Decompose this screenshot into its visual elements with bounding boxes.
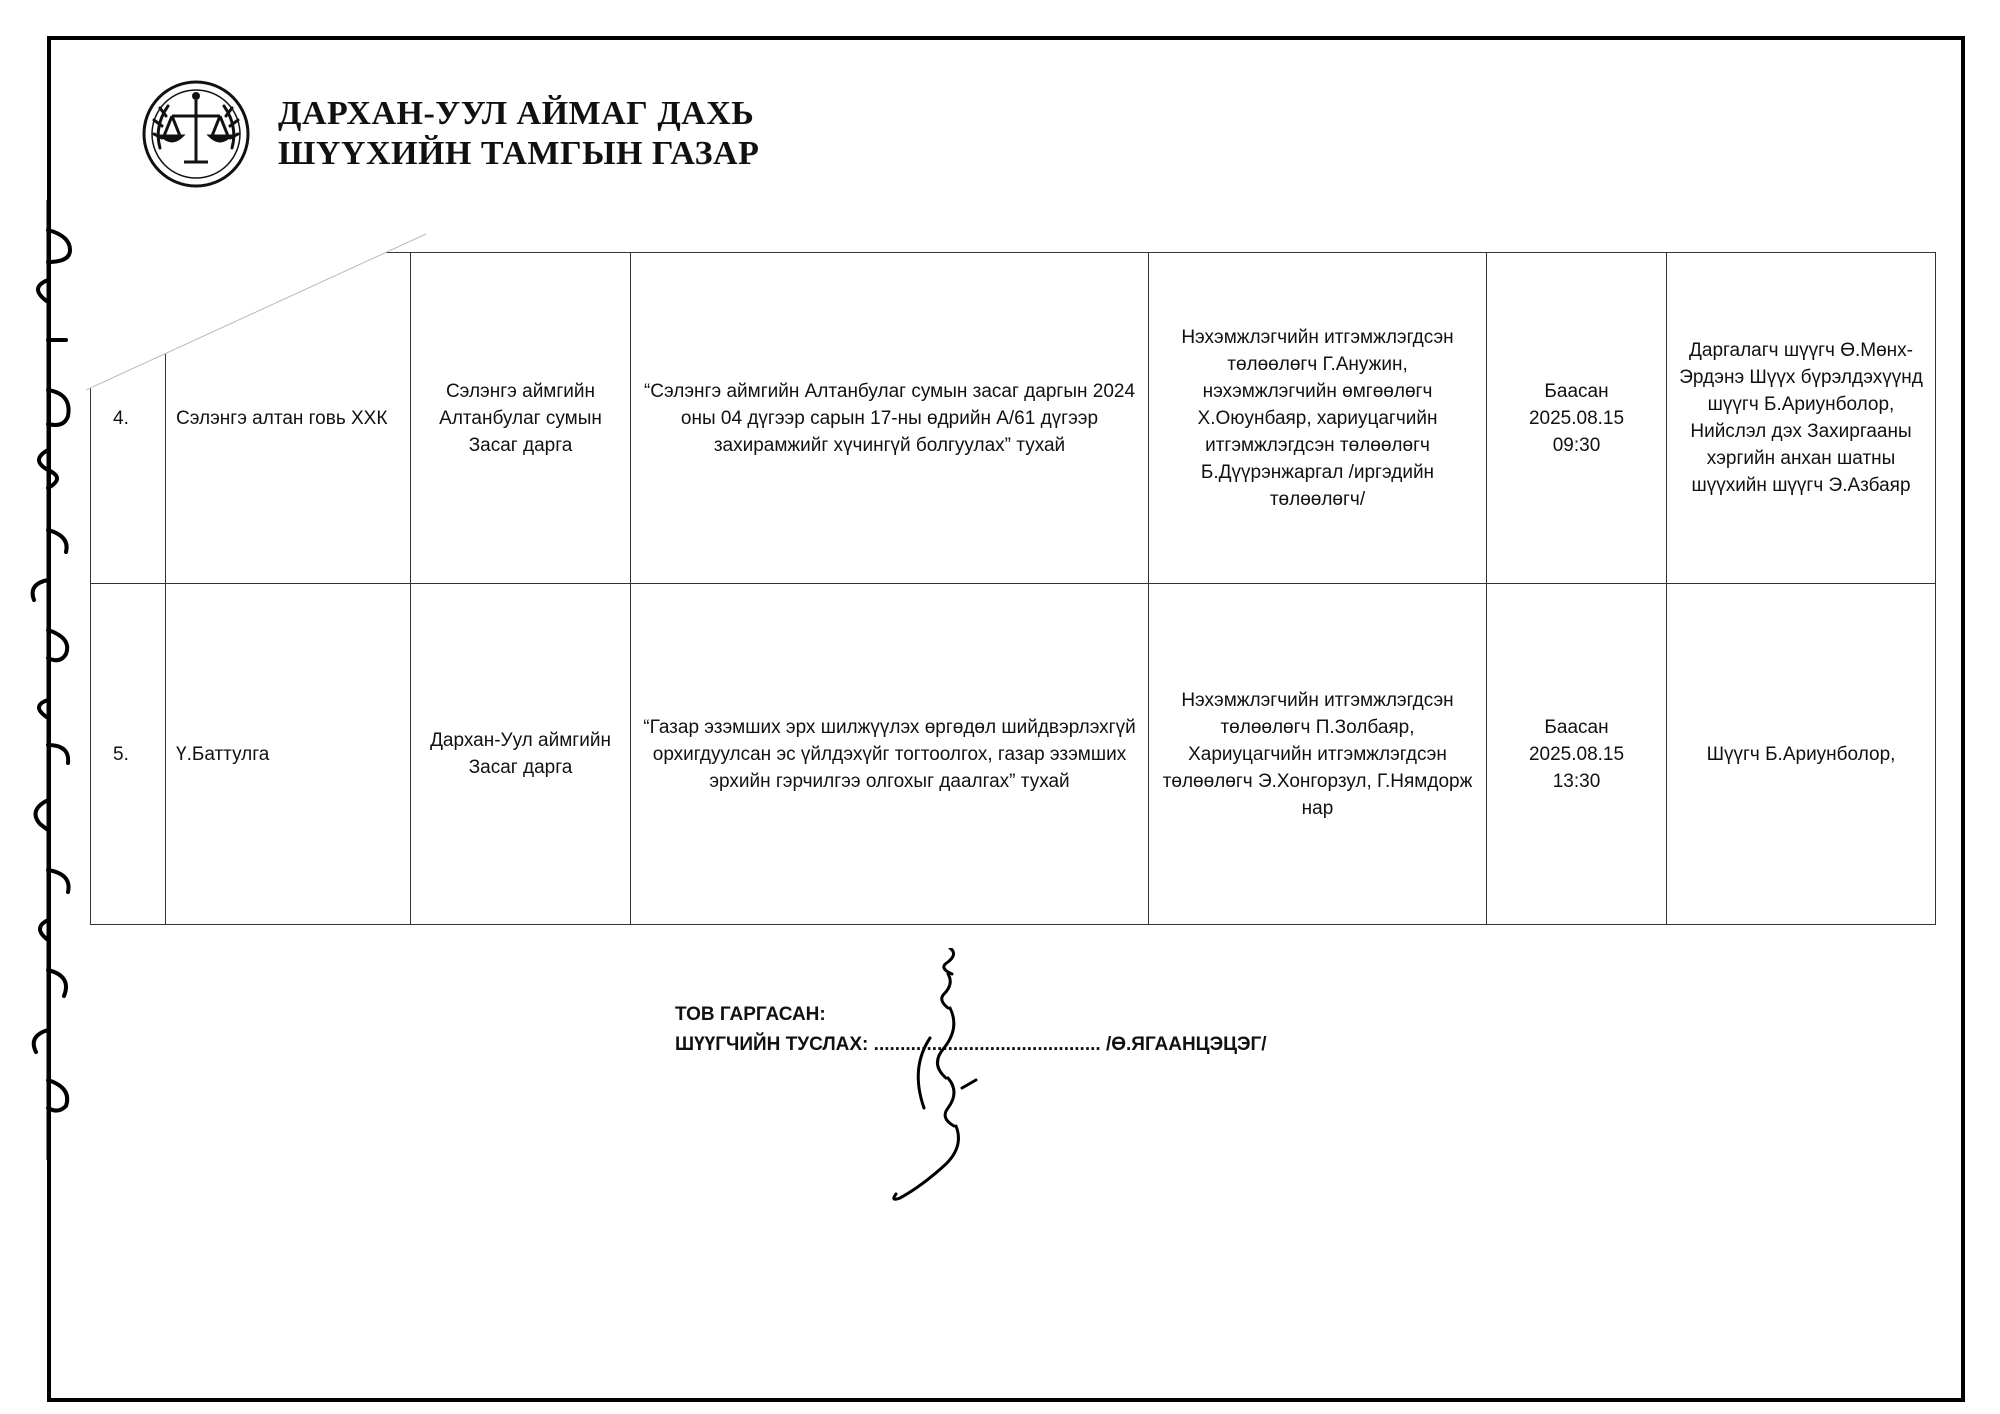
representatives-cell: Нэхэмжлэгчийн итгэмжлэгдсэн төлөөлөгч Г.Анужин, нэхэмжлэгчийн өмгөөлөгч Х.Оюунбаяр, хариуцагчийн итгэмжлэгдсэн төлөөлөгч Б.Дүүрэнжаргал /иргэдийн төлөөлөгч/: [1149, 253, 1487, 584]
hearing-date: 2025.08.15: [1528, 407, 1625, 429]
hearing-date: 2025.08.15: [1528, 743, 1625, 765]
org-name-line1: ДАРХАН-УУЛ АЙМАГ ДАХЬ: [278, 95, 755, 132]
hearing-datetime-cell: [1487, 253, 1667, 584]
hearing-day: Баасан: [1544, 716, 1609, 738]
court-scales-emblem-icon: [140, 78, 252, 190]
defendant-cell: Сэлэнгэ аймгийн Алтанбулаг сумын Засаг дарга: [411, 253, 631, 584]
mongolian-script-vertical-line-icon: [10, 200, 80, 1160]
judges-cell: Шүүгч Б.Ариунболор,: [1667, 584, 1936, 925]
handwritten-signature-icon: [890, 948, 1010, 1218]
claim-cell: “Газар эзэмших эрх шилжүүлэх өргөдөл шийдвэрлэхгүй орхигдуулсан эс үйлдэхүйг тогтоолгох, газар эзэмших эрхийн гэрчилгээ олгохыг даалгах” тухай: [631, 584, 1149, 925]
document-header: [140, 78, 759, 190]
hearing-time: 09:30: [1552, 434, 1601, 456]
plaintiff-cell: Ү.Баттулга: [166, 584, 411, 925]
hearing-day: Баасан: [1544, 380, 1609, 402]
prepared-by-label: ТОВ ГАРГАСАН:: [675, 1004, 826, 1025]
org-name-line2: ШҮҮХИЙН ТАМГЫН ГАЗАР: [278, 135, 760, 172]
representatives-cell: Нэхэмжлэгчийн итгэмжлэгдсэн төлөөлөгч П.Золбаяр, Хариуцагчийн итгэмжлэгдсэн төлөөлөгч Э.Хонгорзул, Г.Нямдорж нар: [1149, 584, 1487, 925]
assistant-name: /Ө.ЯГААНЦЭЦЭГ/: [1105, 1034, 1267, 1055]
claim-cell: “Сэлэнгэ аймгийн Алтанбулаг сумын засаг даргын 2024 оны 04 дүгээр сарын 17-ны өдрийн А/61 дүгээр захирамжийг хүчингүй болгуулах” тухай: [631, 253, 1149, 584]
hearing-datetime-cell: [1487, 584, 1667, 925]
table-row: [91, 584, 1936, 925]
torn-paper-corner: [86, 200, 436, 390]
judges-cell: Даргалагч шүүгч Ө.Мөнх-Эрдэнэ Шүүх бүрэлдэхүүнд шүүгч Б.Ариунболор, Нийслэл дэх Захиргааны хэргийн анхан шатны шүүхийн шүүгч Э.Азбаяр: [1667, 253, 1936, 584]
signature-dots: ...........................................: [873, 1034, 1101, 1055]
assistant-label: ШҮҮГЧИЙН ТУСЛАХ:: [675, 1034, 869, 1055]
row-number: 5.: [91, 584, 166, 925]
hearing-time: 13:30: [1552, 770, 1601, 792]
row-number: 4.: [91, 253, 166, 584]
defendant-cell: Дархан-Уул аймгийн Засаг дарга: [411, 584, 631, 925]
plaintiff-cell: Сэлэнгэ алтан говь ХХК: [166, 253, 411, 584]
organization-name: [278, 94, 759, 174]
